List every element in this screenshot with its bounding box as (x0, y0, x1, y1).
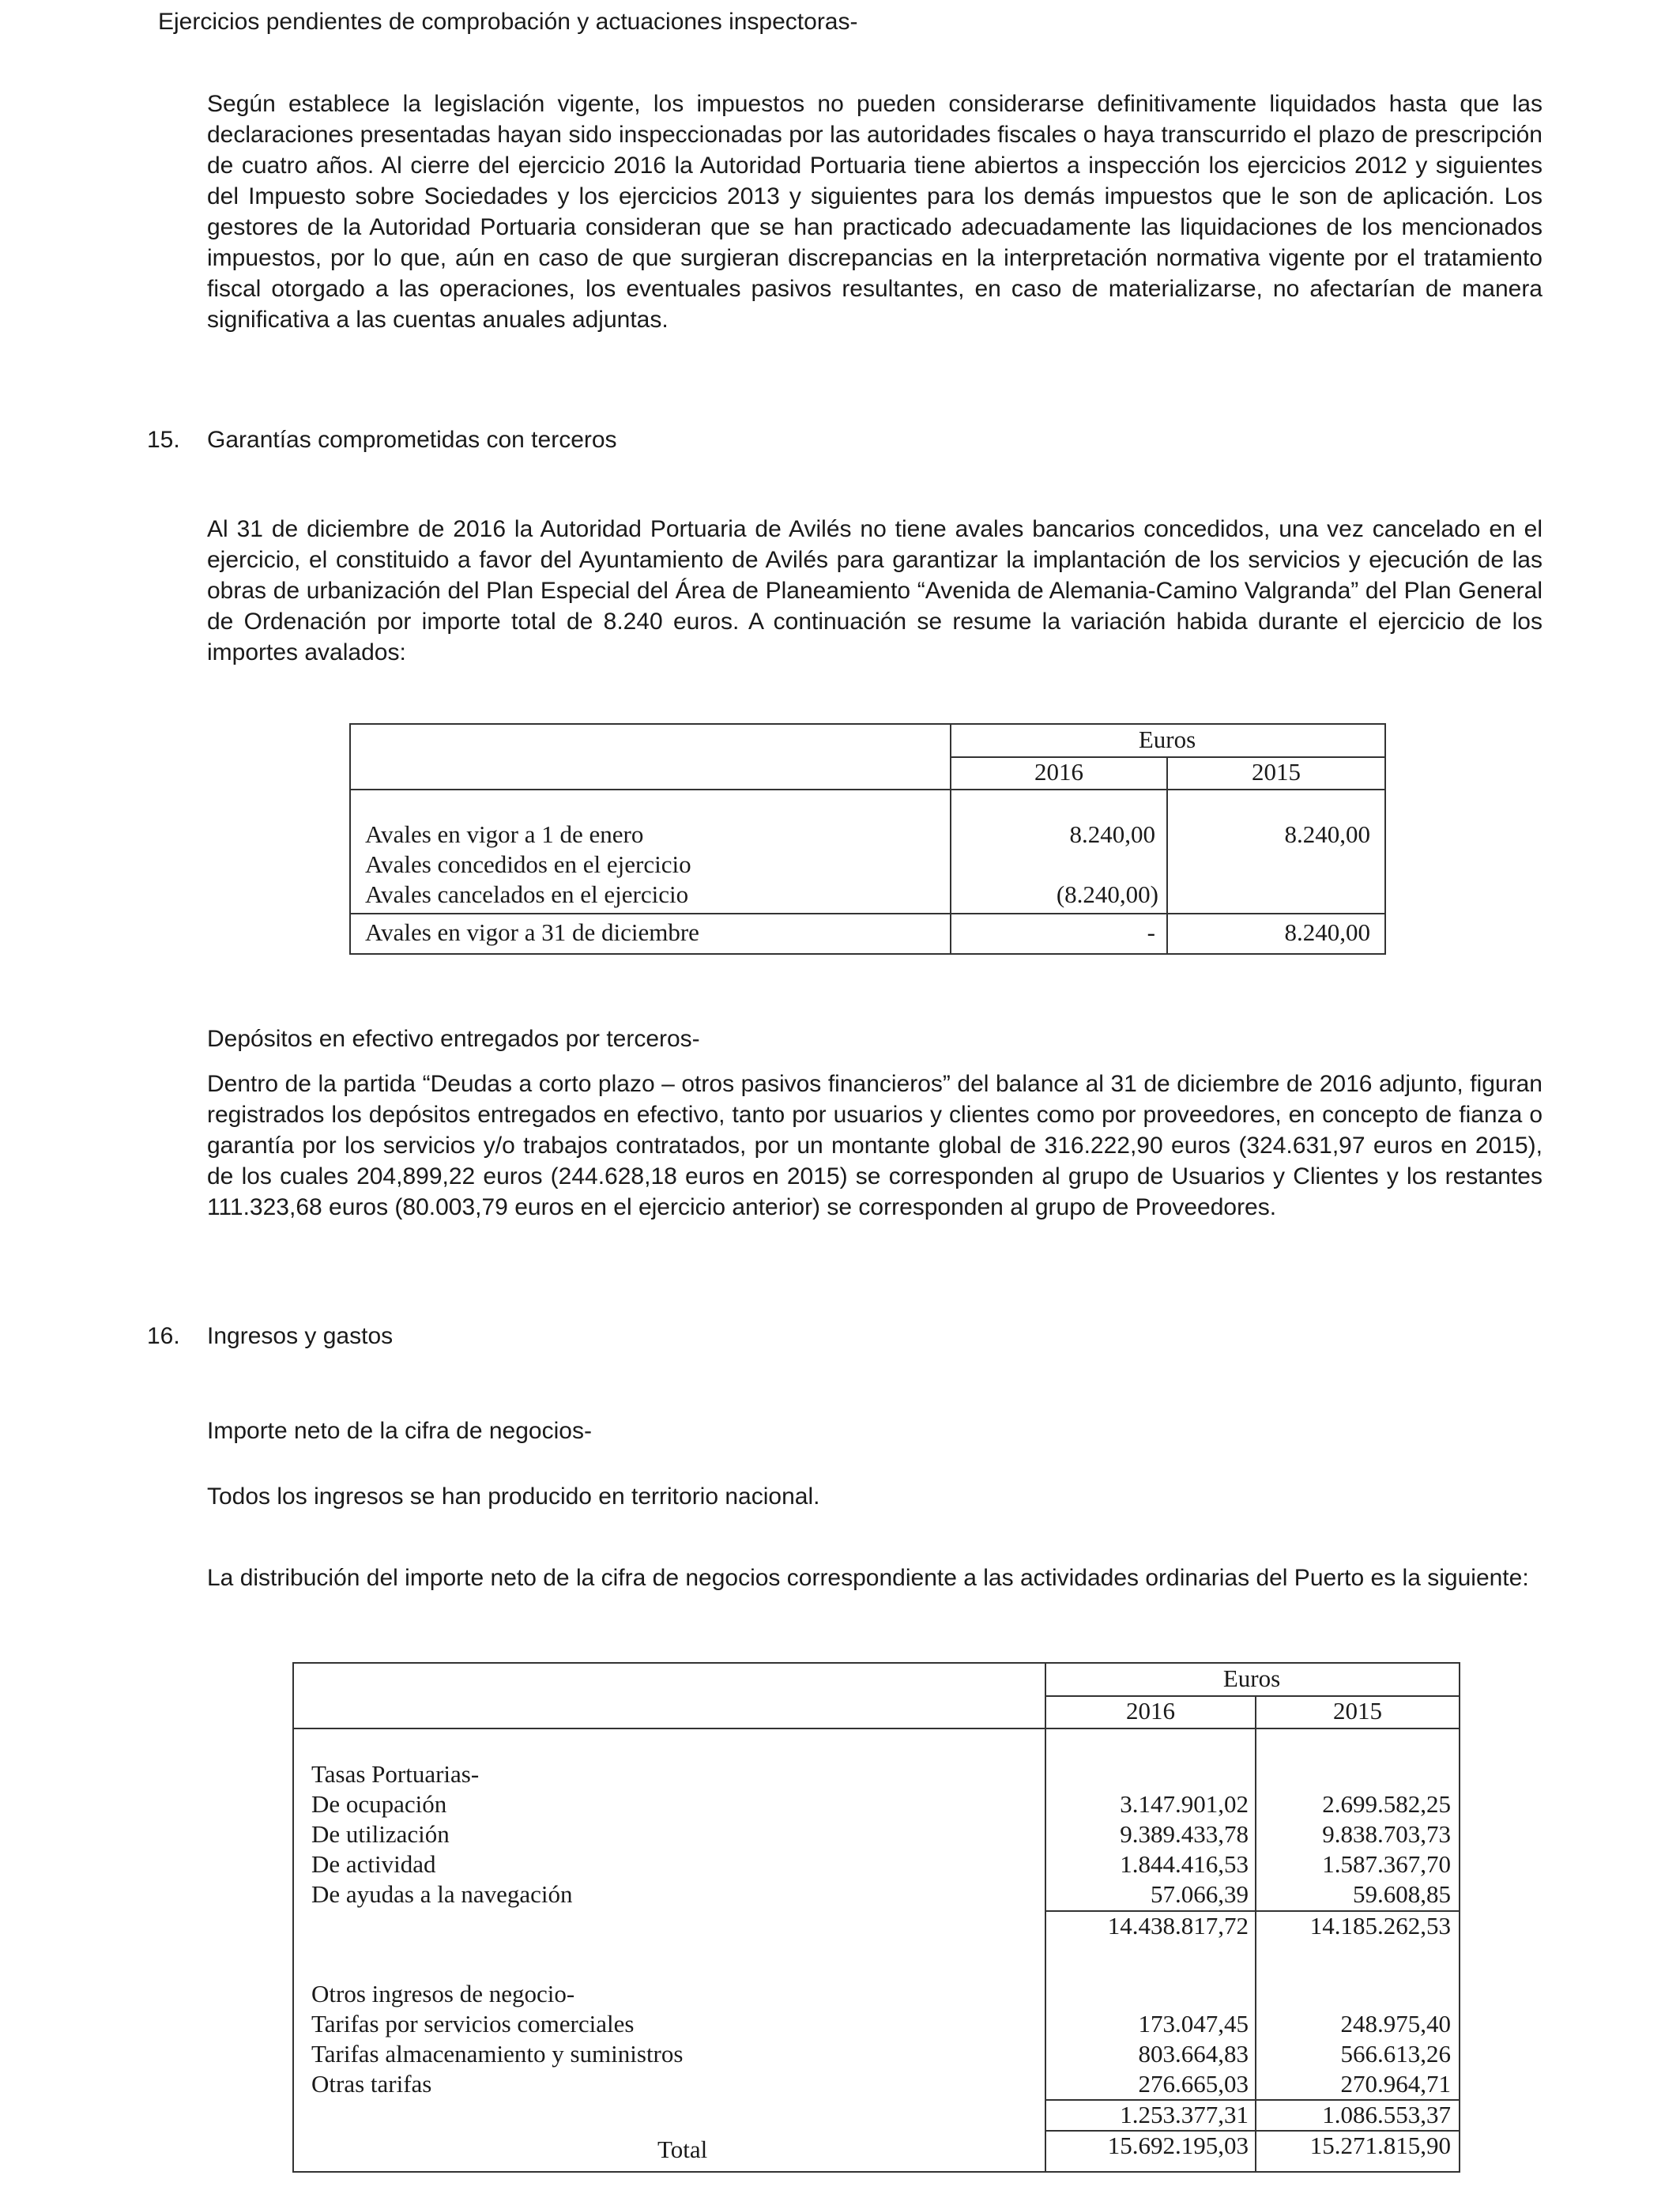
table-total-cell: - (1147, 918, 1155, 946)
table-row-label: De actividad (311, 1850, 436, 1878)
revenue-line-1: Todos los ingresos se han producido en territorio nacional. (207, 1483, 820, 1510)
table-cell: 3.147.901,02 (1120, 1790, 1249, 1818)
table-cell: 1.844.416,53 (1120, 1850, 1249, 1878)
subtotal-cell: 14.438.817,72 (1107, 1912, 1249, 1940)
subtotal-cell: 14.185.262,53 (1309, 1912, 1451, 1940)
table-cell: 2.699.582,25 (1322, 1790, 1451, 1818)
table-cell: 57.066,39 (1151, 1880, 1249, 1908)
table-row-label: De utilización (311, 1820, 450, 1848)
year-header: 2016 (1126, 1697, 1175, 1725)
paragraph-inspections: Según establece la legislación vigente, los impuestos no pueden considerarse definitivamente liquidados hasta que las declaraciones presentadas hayan sido inspeccionadas por las autoridades fiscales o haya transcurrido el plazo de prescripción de cuatro años. Al cierre del ejercicio 2016 la Autoridad Portuaria tiene abiertos a inspección los ejercicios 2012 y siguientes del Impuesto sobre Sociedades y los ejercicios 2013 y siguientes para los demás impuestos que le son de aplicación. Los gestores de la Autoridad Portuaria consideran que se han practicado adecuadamente las liquidaciones de los mencionados impuestos, por lo que, aún en caso de que surgieran discrepancias en la interpretación normativa vigente por el tratamiento fiscal otorgado a las operaciones, los eventuales pasivos resultantes, en caso de materializarse, no afectarían de manera significativa a las cuentas anuales adjuntas. (207, 91, 1543, 333)
revenue-subtitle: Importe neto de la cifra de negocios- (207, 1418, 592, 1444)
table-cell: 276.665,03 (1138, 2070, 1249, 2098)
section-15-title: Garantías comprometidas con terceros (207, 427, 617, 453)
deposits-title: Depósitos en efectivo entregados por terceros- (207, 1026, 700, 1052)
table-row-label: Tarifas por servicios comerciales (311, 2010, 635, 2038)
currency-label: Euros (1138, 726, 1196, 753)
year-header: 2016 (1034, 758, 1083, 786)
table-cell: 59.608,85 (1353, 1880, 1451, 1908)
table-total-label: Total (657, 2136, 708, 2163)
paragraph-deposits: Dentro de la partida “Deudas a corto plazo – otros pasivos financieros” del balance al 31 de diciembre de 2016 adjunto, figuran registrados los depósitos entregados en efectivo, tanto por usuarios y clientes como por proveedores, en concepto de fianza o garantía por los servicios y/o trabajos contratados, por un montante global de 316.222,90 euros (324.631,97 euros en 2015), de los cuales 204,899,22 euros (244.628,18 euros en 2015) se corresponden al grupo de Usuarios y Clientes y los restantes 111.323,68 euros (80.003,79 euros en el ejercicio anterior) se corresponden al grupo de Proveedores. (207, 1071, 1543, 1220)
group-title: Otros ingresos de negocio- (311, 1980, 575, 2007)
table-cell: 803.664,83 (1138, 2040, 1249, 2068)
paragraph-guarantees: Al 31 de diciembre de 2016 la Autoridad Portuaria de Avilés no tiene avales bancarios concedidos, una vez cancelado en el ejercicio, el constituido a favor del Ayuntamiento de Avilés para garantizar la implantación de los servicios y ejecución de las obras de urbanización del Plan Especial del Área de Planeamiento “Avenida de Alemania-Camino Valgranda” del Plan General de Ordenación por importe total de 8.240 euros. A continuación se resume la variación habida durante el ejercicio de los importes avalados: (207, 516, 1543, 665)
group-title: Tasas Portuarias- (311, 1760, 480, 1788)
table-cell: 9.838.703,73 (1322, 1820, 1451, 1848)
table-cell: 9.389.433,78 (1120, 1820, 1249, 1848)
revenue-line-2: La distribución del importe neto de la cifra de negocios correspondiente a las actividades ordinarias del Puerto es la siguiente: (207, 1565, 1529, 1591)
table-cell: 8.240,00 (1069, 820, 1155, 848)
table-row-label: De ayudas a la navegación (311, 1880, 573, 1908)
subtotal-cell: 1.253.377,31 (1120, 2101, 1249, 2128)
table-total-cell: 15.692.195,03 (1107, 2132, 1249, 2159)
table-cell: 248.975,40 (1340, 2010, 1451, 2038)
section-16-number: 16. (147, 1323, 180, 1349)
year-header: 2015 (1252, 758, 1301, 786)
table-row-label: Otras tarifas (311, 2070, 432, 2098)
guarantees-table (349, 723, 1386, 955)
table-cell: 566.613,26 (1340, 2040, 1451, 2068)
table-divider (351, 789, 1384, 790)
section-16-title: Ingresos y gastos (207, 1323, 394, 1349)
year-header: 2015 (1333, 1697, 1382, 1725)
table-row-label: Tarifas almacenamiento y suministros (311, 2040, 684, 2068)
table-divider (351, 913, 1384, 914)
revenue-table (292, 1662, 1460, 2173)
subtotal-cell: 1.086.553,37 (1322, 2101, 1451, 2128)
table-cell: 1.587.367,70 (1322, 1850, 1451, 1878)
currency-label: Euros (1222, 1664, 1281, 1692)
table-row-label: Avales concedidos en el ejercicio (365, 850, 691, 878)
table-total-cell: 15.271.815,90 (1309, 2132, 1451, 2159)
table-cell: 8.240,00 (1284, 820, 1370, 848)
table-cell: (8.240,00) (1056, 880, 1158, 908)
table-divider (294, 1728, 1459, 1729)
page-header: Ejercicios pendientes de comprobación y actuaciones inspectoras- (158, 9, 858, 35)
table-row-label: De ocupación (311, 1790, 447, 1818)
table-cell: 270.964,71 (1340, 2070, 1451, 2098)
table-cell: 173.047,45 (1138, 2010, 1249, 2038)
table-row-label: Avales en vigor a 1 de enero (365, 820, 644, 848)
table-row-label: Avales cancelados en el ejercicio (365, 880, 689, 908)
section-15-number: 15. (147, 427, 180, 453)
table-total-cell: 8.240,00 (1284, 918, 1370, 946)
table-total-label: Avales en vigor a 31 de diciembre (365, 918, 699, 946)
